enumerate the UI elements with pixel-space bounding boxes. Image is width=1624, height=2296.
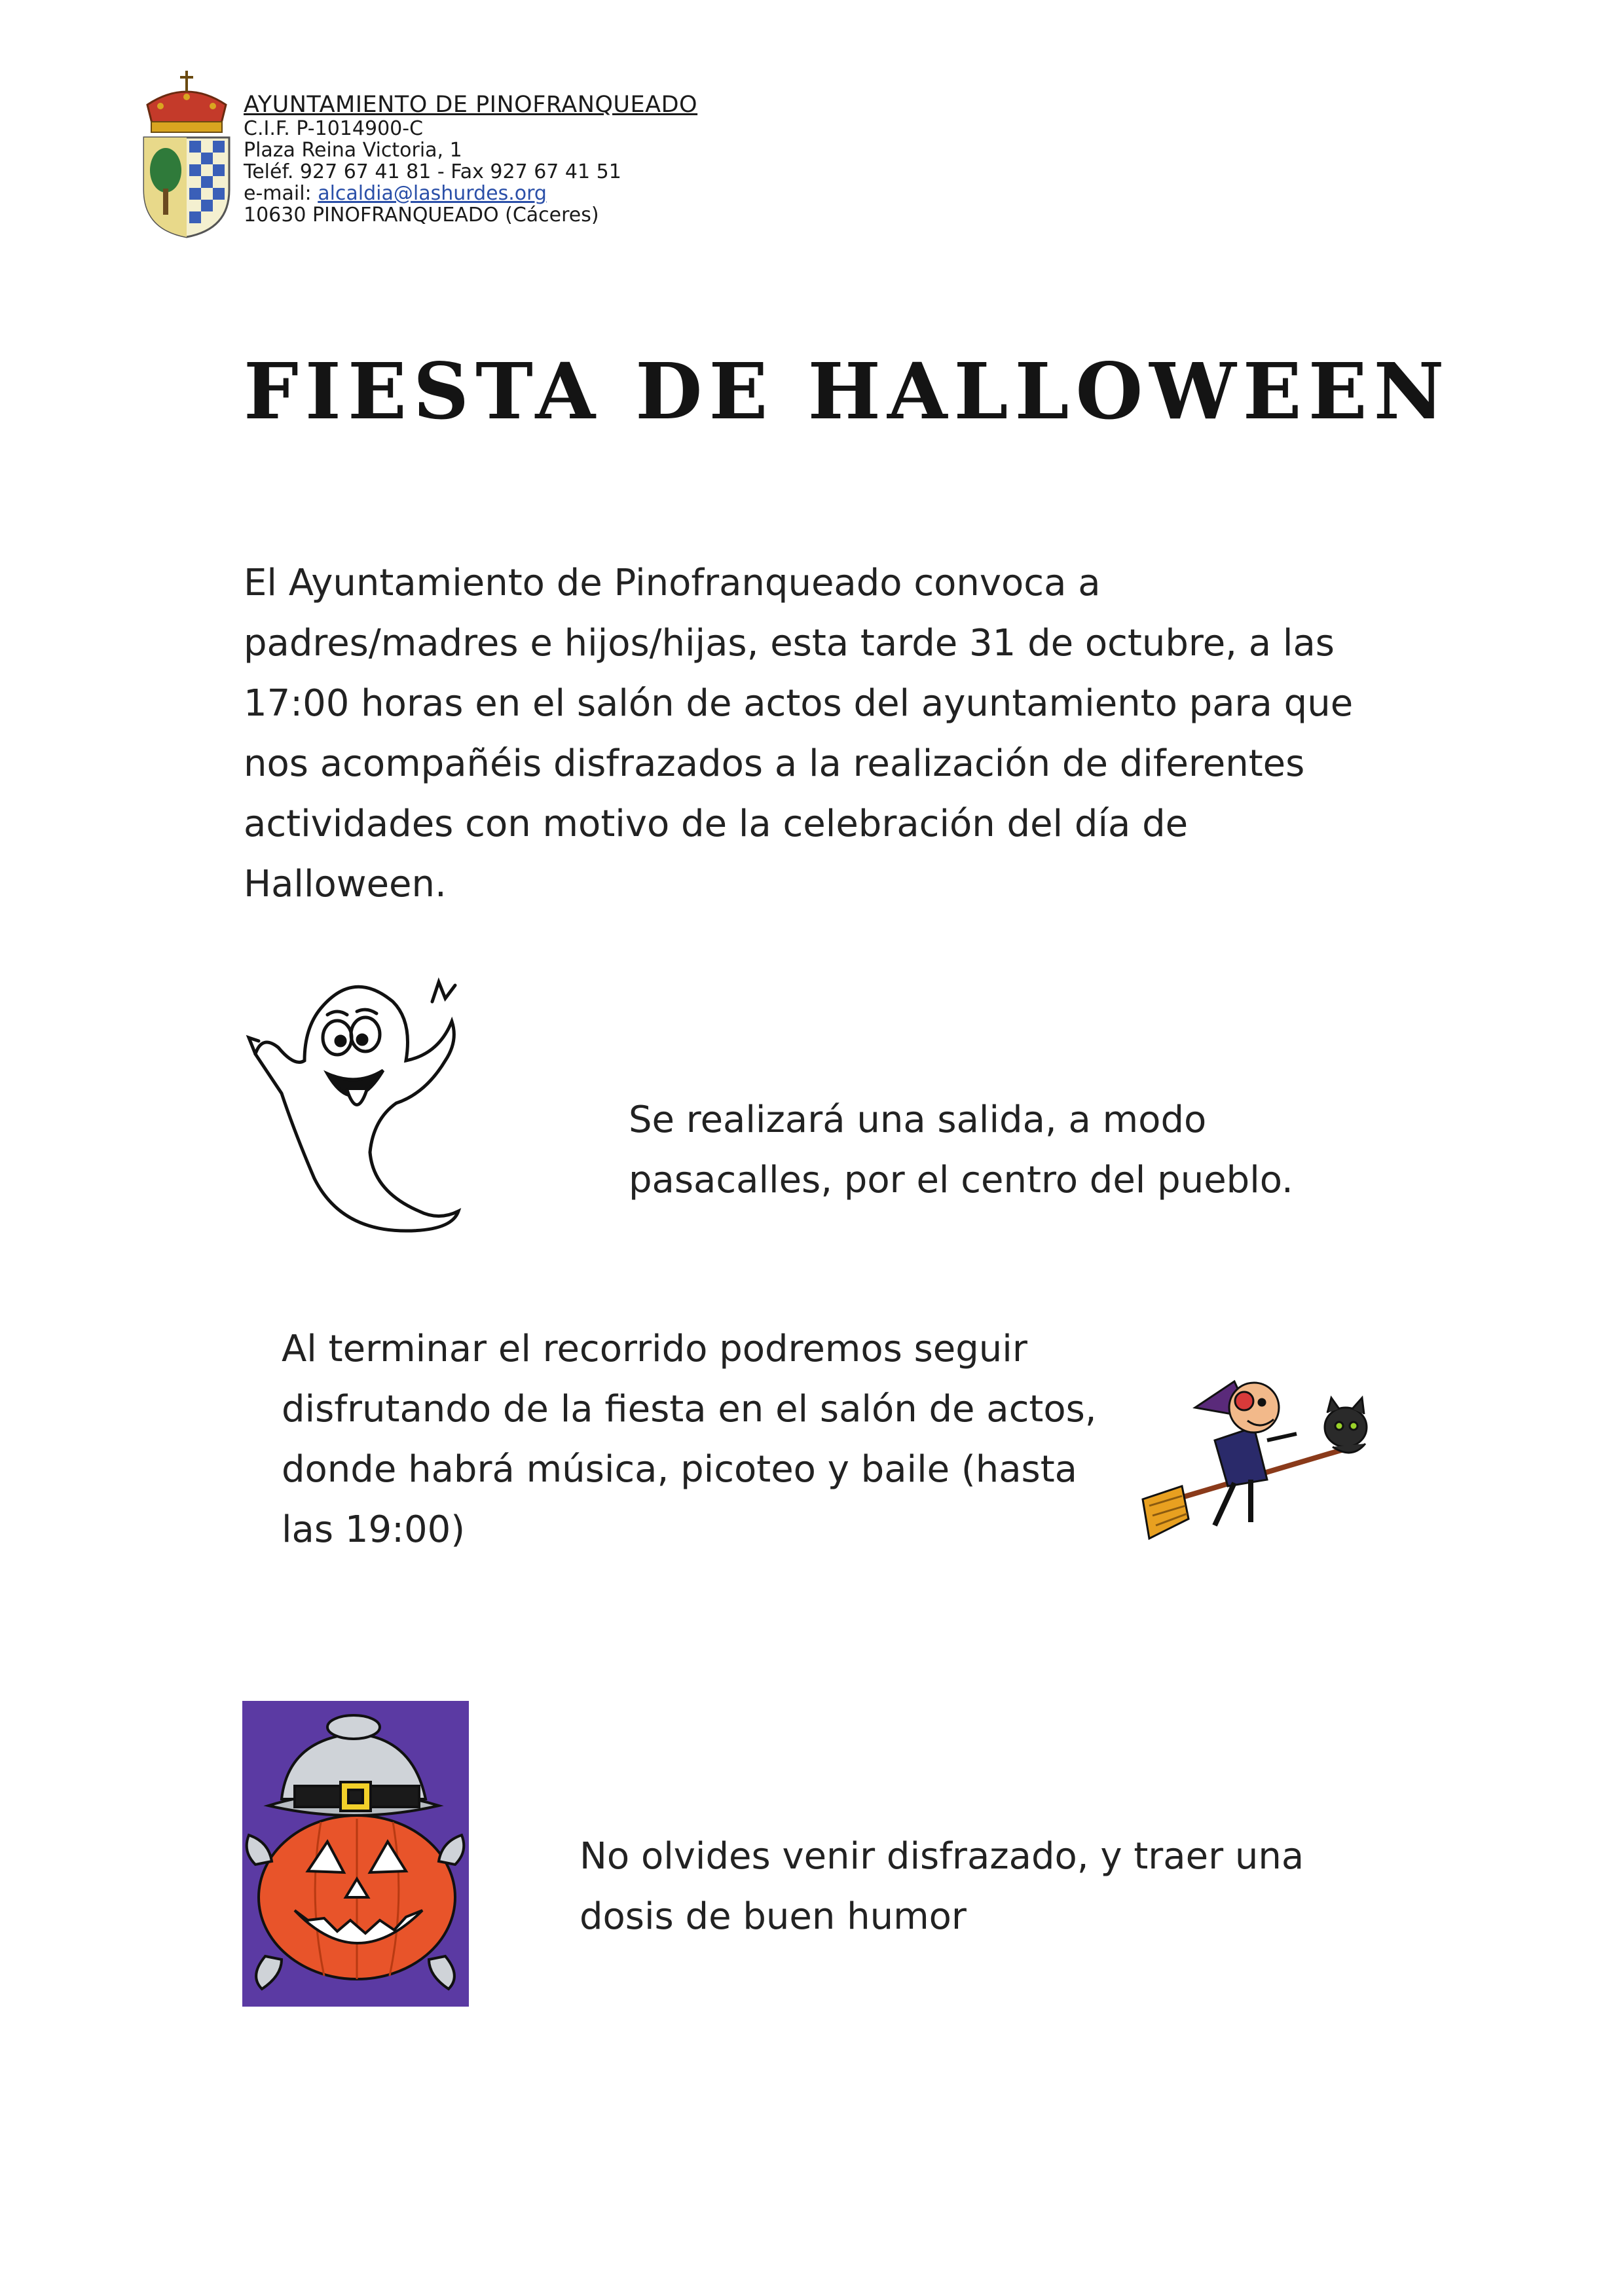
address: Plaza Reina Victoria, 1: [244, 139, 462, 162]
letterhead: [244, 92, 697, 226]
salida-paragraph: Se realizará una salida, a modo pasacalles, por el centro del pueblo.: [629, 1099, 1293, 1201]
email-label: e-mail:: [244, 182, 318, 205]
witch-on-broom-illustration: [1136, 1368, 1398, 1552]
email-line: [244, 183, 697, 204]
city: 10630 PINOFRANQUEADO (Cáceres): [244, 204, 599, 227]
page-title: FIESTA DE HALLOWEEN: [244, 346, 1451, 437]
email-link[interactable]: alcaldia@lashurdes.org: [318, 182, 547, 205]
coat-of-arms: [134, 65, 239, 242]
intro-paragraph: El Ayuntamiento de Pinofranqueado convoca a padres/madres e hijos/hijas, esta tarde 31 de octubre, a las 17:00 horas en el salón de actos del ayuntamiento para que nos acompañéis disfrazados a la realización de diferentes actividades con motivo de la celebración del día de Halloween.: [244, 562, 1354, 905]
cif: C.I.F. P-1014900-C: [244, 117, 424, 140]
recorrido-paragraph: Al terminar el recorrido podremos seguir disfrutando de la fiesta en el salón de actos, donde habrá música, picoteo y baile (hasta las 19:00): [282, 1328, 1097, 1551]
olvides-paragraph: No olvides venir disfrazado, y traer una dosis de buen humor: [580, 1835, 1304, 1938]
pumpkin-picture: [242, 1701, 469, 2007]
organization-name: AYUNTAMIENTO DE PINOFRANQUEADO: [244, 92, 698, 118]
phone-fax: Teléf. 927 67 41 81 - Fax 927 67 41 51: [244, 160, 621, 183]
ghost-illustration: [242, 962, 485, 1237]
